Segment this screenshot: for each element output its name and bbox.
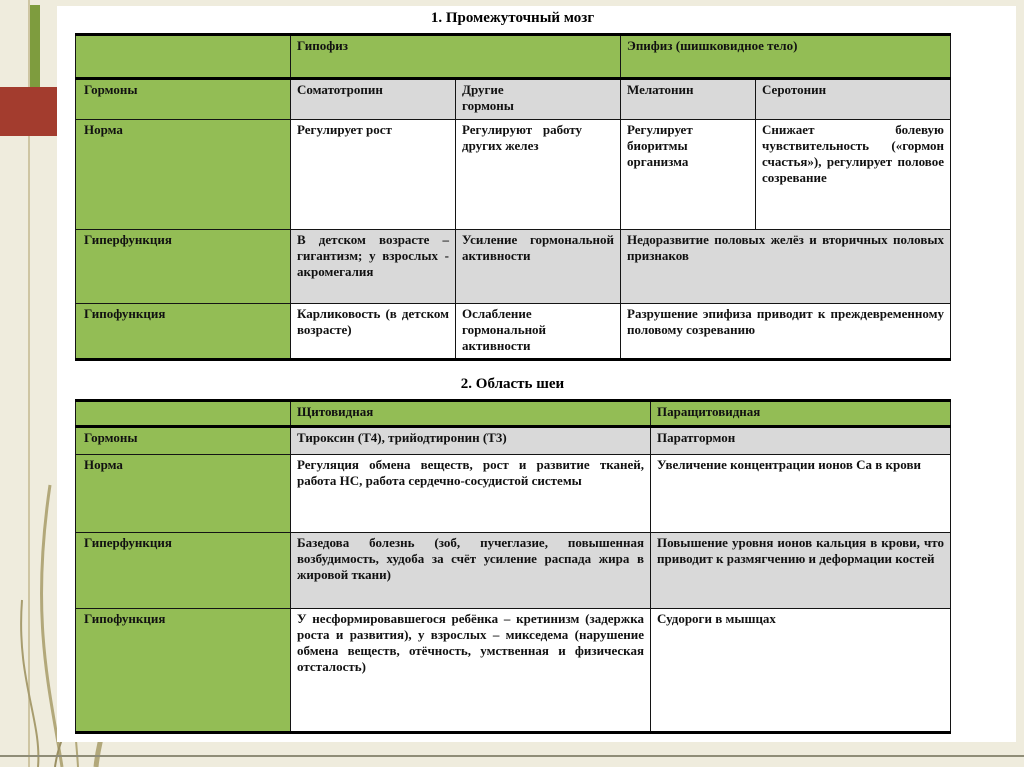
cell-norm-serotonin: Снижает болевую чувствительность («гормон счастья»), регулирует половое созревание [756,119,951,229]
row-label-hormones-2: Гормоны [76,426,291,454]
row-label-hypofunction-2: Гипофункция [76,608,291,732]
neck-area-table [75,399,951,733]
row-label-norm-2: Норма [76,454,291,532]
section2-title: 2. Область шеи [460,376,565,393]
column-header-empty [76,35,291,79]
row-label-hypofunction: Гипофункция [76,303,291,360]
row-label-hyperfunction: Гиперфункция [76,229,291,303]
cell-hypo-thyroid: У несформировавшегося ребёнка – кретинизм (задержка роста и развития), у взрослых – микседема (нарушение обмена веществ, отёчность, умственная и физическая отсталость) [291,608,651,732]
column-header-hypophysis: Гипофиз [291,35,621,79]
cell-hormones-somatotropin: Соматотропин [291,79,456,120]
cell-hypo-epiphysis: Разрушение эпифиза приводит к преждевременному половому созреванию [621,303,951,360]
bottom-horizontal-rule [0,755,1024,757]
cell-hyper-parathyroid: Повышение уровня ионов кальция в крови, что приводит к размягчению и деформации костей [651,532,951,608]
diencephalon-table [75,33,951,361]
cell-hypo-somatotropin: Карликовость (в детском возрасте) [291,303,456,360]
red-accent-square [0,87,57,136]
cell-hormones-thyroid: Тироксин (Т4), трийодтиронин (Т3) [291,426,651,454]
row-label-norm: Норма [76,119,291,229]
cell-hormones-other [456,79,621,120]
green-accent-bar [30,5,40,87]
cell-norm-melatonin: Регулирует биоритмы организма [621,119,756,229]
cell-norm-other [456,119,621,229]
cell-hypo-parathyroid: Судороги в мышцах [651,608,951,732]
column-header-parathyroid: Паращитовидная [651,401,951,426]
cell-norm-other-text: Регулируют работу других желез [462,121,582,153]
cell-hormones-other-text: Другие гормоны [462,82,514,114]
column-header-epiphysis-label: Эпифиз (шишковидное тело) [627,38,798,53]
row-label-hyperfunction-2: Гиперфункция [76,532,291,608]
column-header-epiphysis [621,35,951,79]
cell-norm-parathyroid: Увеличение концентрации ионов Са в крови [651,454,951,532]
cell-hormones-melatonin: Мелатонин [621,79,756,120]
cell-hyper-somatotropin: В детском возрасте – гигантизм; у взрослых - акромегалия [291,229,456,303]
column-header-empty-2 [76,401,291,426]
cell-hypo-other: Ослабление гормональной активности [456,303,621,360]
row-label-hormones: Гормоны [76,79,291,120]
content-panel [57,6,1016,742]
cell-hyper-thyroid: Базедова болезнь (зоб, пучеглазие, повышенная возбудимость, худоба за счёт усиление распада жира в жировой ткани) [291,532,651,608]
cell-hyper-other: Усиление гормональной активности [456,229,621,303]
cell-norm-thyroid: Регуляция обмена веществ, рост и развитие тканей, работа НС, работа сердечно-сосудистой системы [291,454,651,532]
cell-hormones-parathyroid: Паратгормон [651,426,951,454]
cell-hormones-serotonin: Серотонин [756,79,951,120]
section1-title: 1. Промежуточный мозг [430,10,595,26]
cell-norm-somatotropin: Регулирует рост [291,119,456,229]
cell-hyper-epiphysis: Недоразвитие половых желёз и вторичных половых признаков [621,229,951,303]
column-header-thyroid: Щитовидная [291,401,651,426]
